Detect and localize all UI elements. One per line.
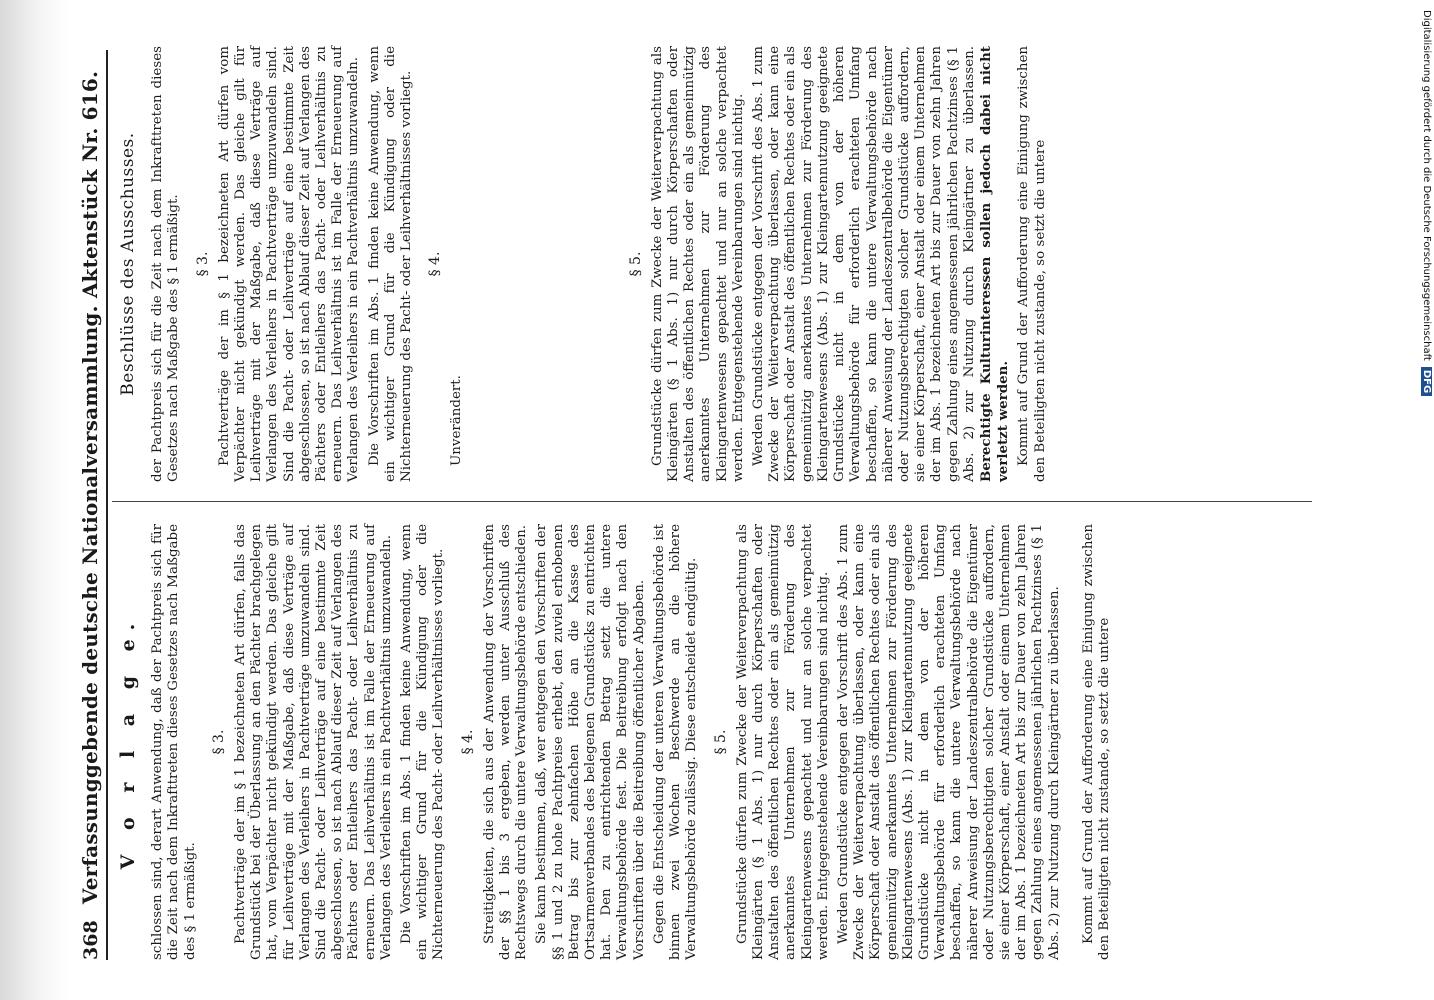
section-paragraph: Pachtverträge der im § 1 bezeichneten Art dürfen vom Verpächter nicht gekündigt werden. Das gleiche gilt für Leihverträge mit der Maßgabe, daß diese Verträge auf Verlangen des Verleihers in Pachtverträge umzuwandeln sind. Sind die Pacht- oder Leihverträge auf eine bestimmte Zeit abgeschlossen, so ist nach Ablauf dieser Zeit auf Verlangen des Pächters oder Entleihers das Pacht- oder Leihverhältnis zu erneuern. Das Leihverhältnis ist im Falle der Erneuerung auf Verlangen des Verleihers in ein Pachtverhältnis umzuwandeln. <box>216 46 362 482</box>
added-sentence: Berechtigte Kulturinteressen sollen jedoch dabei nicht verletzt werden. <box>977 46 1012 482</box>
column-divider <box>112 501 1312 502</box>
section-heading: § 4. <box>427 251 444 277</box>
section-paragraph: Grundstücke dürfen zum Zwecke der Weiterverpachtung als Kleingärten (§ 1 Abs. 1) nur durch Körperschaften oder Anstalten des öffentlichen Rechtes oder ein als gemeinnützig anerkanntes Unternehmen zur Förderung des Kleingartenwesens gepachtet und nur an solche verpachtet werden. Entgegenstehende Vereinbarungen sind nichtig. <box>649 46 746 482</box>
unchanged-note: Unverändert. <box>449 375 465 466</box>
section-paragraph <box>751 46 1012 482</box>
section-paragraph: Kommt auf Grund der Aufforderung eine Einigung zwischen den Beteiligten nicht zustande, so setzt die untere <box>1080 524 1112 960</box>
section-heading: § 5. <box>627 251 644 277</box>
section-paragraph: Kommt auf Grund der Aufforderung eine Einigung zwischen den Beteiligten nicht zustande, so setzt die untere <box>1016 46 1048 482</box>
section-paragraph: Pachtverträge der im § 1 bezeichneten Art dürfen, falls das Grundstück bei der Überlassung an den Pächter brachgelegen hat, vom Verpächter nicht gekündigt werden. Das gleiche gilt für Leihverträge mit der Maßgabe, daß diese Verträge auf Verlangen des Verleihers in Pachtverträge umzuwandeln sind. Sind die Pacht- oder Leihverträge auf eine bestimmte Zeit abgeschlossen, so ist nach Ablauf dieser Zeit auf Verlangen des Pächters oder Entleihers das Pacht- oder Leihverhältnis zu erneuern. Das Leihverhältnis ist im Falle der Erneuerung auf Verlangen des Verleihers in ein Pachtverhältnis umzuwandeln. <box>233 524 394 960</box>
section-text: Werden Grundstücke entgegen der Vorschrift des Abs. 1 zum Zwecke der Weiterverpachtung überlassen, oder kann eine Körperschaft oder Anstalt des öffentlichen Rechtes oder ein als gemeinnützig anerkanntes Unternehmen zur Förderung des Kleingartenwesens (Abs. 1) zur Kleingartennutzung geeignete Grundstücke nicht in dem von der höheren Verwaltungsbehörde für erforderlich erachteten Umfang beschaffen, so kann die untere Verwaltungsbehörde nach näherer Anweisung der Landeszentralbehörde die Eigentümer oder Nutzungsberechtigten solcher Grundstücke auffordern, sie einer Körperschaft, einer Anstalt oder einem Unternehmen der im Abs. 1 bezeichneten Art bis zur Dauer von zehn Jahren gegen Zahlung eines angemessenen jährlichen Pachtzinses (§ 1 Abs. 2) zur Nutzung durch Kleingärtner zu überlassen. <box>751 46 977 482</box>
credit-text: Digitalisierung gefördert durch die Deutsche Forschungsgemeinschaft <box>1421 10 1432 361</box>
section-paragraph: Werden Grundstücke entgegen der Vorschrift des Abs. 1 zum Zwecke der Weiterverpachtung überlassen, oder kann eine Körperschaft oder Anstalt des öffentlichen Rechtes oder ein als gemeinnützig anerkanntes Unternehmen zur Förderung des Kleingartenwesens (Abs. 1) zur Kleingartennutzung geeignete Grundstücke nicht in dem von der höheren Verwaltungsbehörde für erforderlich erachteten Umfang beschaffen, so kann die untere Verwaltungsbehörde nach näherer Anweisung der Landeszentralbehörde die Eigentümer oder Nutzungsberechtigten solcher Grundstücke auffordern, sie einer Körperschaft, einer Anstalt oder einem Unternehmen der im Abs. 1 bezeichneten Art bis zur Dauer von zehn Jahren gegen Zahlung eines angemessenen jährlichen Pachtzinses (§ 1 Abs. 2) zur Nutzung durch Kleingärtner zu überlassen. <box>835 524 1062 960</box>
section-paragraph: Die Vorschriften im Abs. 1 finden keine Anwendung, wenn ein wichtiger Grund für die Kündigung oder die Nichterneuerung des Pacht- oder Leihverhältnisses vorliegt. <box>366 46 415 482</box>
intro-paragraph: schlossen sind, derart Anwendung, daß der Pachtpreis sich für die Zeit nach dem Inkrafttreten dieses Gesetzes nach Maßgabe des § 1 ermäßigt. <box>150 524 198 960</box>
section-heading: § 5. <box>712 729 729 755</box>
intro-paragraph: der Pachtpreis sich für die Zeit nach dem Inkrafttreten dieses Gesetzes nach Maßgabe des § 1 ermäßigt. <box>150 46 182 482</box>
section-paragraph: Grundstücke dürfen zum Zwecke der Weiterverpachtung als Kleingärten (§ 1 Abs. 1) nur durch Körperschaften oder Anstalten des öffentlichen Rechtes oder ein als gemeinnützig anerkanntes Unternehmen zur Förderung des Kleingartenwesens gepachtet und nur an solche verpachtet werden. Entgegenstehende Vereinbarungen sind nichtig. <box>734 524 831 960</box>
section-paragraph: Streitigkeiten, die sich aus der Anwendung der Vorschriften der §§ 1 bis 3 ergeben, werden unter Ausschluß des Rechtswegs durch die untere Verwaltungsbehörde entschieden. <box>481 524 530 960</box>
digitization-credit <box>1419 10 1433 990</box>
running-head: Verfassunggebende deutsche Nationalversammlung. Aktenstück Nr. 616. <box>78 70 102 905</box>
scan-shadow <box>0 0 70 1000</box>
column-vorlage <box>118 524 1117 960</box>
section-paragraph: Sie kann bestimmen, daß, wer entgegen den Vorschriften der §§ 1 und 2 zu hohe Pachtpreise erhebt, den zuviel erhobenen Betrag bis zur zehnfachen Höhe an die Kasse des Ortsarmenverbandes des belegenen Grundstücks zu entrichten hat. Den zu entrichtenden Betrag setzt die untere Verwaltungsbehörde fest. Die Beitreibung erfolgt nach den Vorschriften über die Beitreibung öffentlicher Abgaben. <box>534 524 647 960</box>
section-paragraph: Die Vorschriften im Abs. 1 finden keine Anwendung, wenn ein wichtiger Grund für die Kündigung oder die Nichterneuerung des Pacht- oder Leihverhältnisses vorliegt. <box>399 524 447 960</box>
section-paragraph: Gegen die Entscheidung der unteren Verwaltungsbehörde ist binnen zwei Wochen Beschwerde an die höhere Verwaltungsbehörde zulässig. Diese entscheidet endgültig. <box>651 524 700 960</box>
section-heading: § 3. <box>194 251 211 277</box>
section-heading: § 3. <box>210 729 227 755</box>
dfg-logo: DFG <box>1421 367 1432 396</box>
column-title-beschluesse: Beschlüsse des Ausschusses. <box>118 132 138 396</box>
column-beschluesse <box>118 46 1053 482</box>
section-heading: § 4. <box>459 729 476 755</box>
page-number: 368 <box>80 920 102 960</box>
page-header <box>72 50 108 960</box>
column-title-vorlage: V o r l a g e. <box>117 614 139 870</box>
